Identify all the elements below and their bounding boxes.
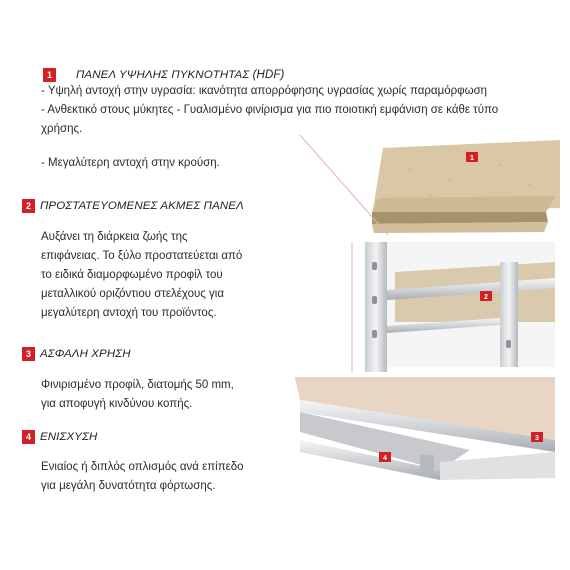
- feature-2-description: [41, 228, 301, 323]
- edge-closeup-image: [365, 242, 555, 372]
- callout-1-label: 1: [470, 155, 474, 162]
- callout-4-label: 4: [383, 455, 387, 462]
- feature-2-line: μεγαλύτερη αντοχή του προϊόντος.: [41, 307, 217, 319]
- feature-2-line: Αυξάνει τη διάρκεια ζωής της: [41, 231, 188, 243]
- feature-3-title: ΑΣΦΑΛΗ ΧΡΗΣΗ: [40, 348, 131, 360]
- feature-4-badge: 4: [22, 430, 35, 444]
- feature-1-line: - Υψηλή αντοχή στην υγρασία: ικανότητα απορρόφησης υγρασίας χωρίς παραμόρφωση: [41, 85, 488, 97]
- feature-1-title: ΠΑΝΕΛ ΥΨΗΛΗΣ ΠΥΚΝΟΤΗΤΑΣ (HDF): [76, 69, 285, 81]
- feature-2-line: το ειδικά διαμορφωμένο προφίλ του: [41, 269, 223, 281]
- feature-3-line: Φινιρισμένο προφίλ, διατομής 50 mm,: [41, 379, 234, 391]
- feature-2-title: ΠΡΟΣΤΑΤΕΥΟΜΕΝΕΣ ΑΚΜΕΣ ΠΑΝΕΛ: [40, 200, 244, 212]
- feature-1-line: - Ανθεκτικό στους μύκητες - Γυαλισμένο φινίρισμα για πιο ποιοτική εμφάνιση σε κάθε τύπο: [41, 104, 499, 116]
- callout-3-label: 3: [535, 435, 539, 442]
- feature-2-badge: 2: [22, 199, 35, 213]
- feature-4-title: ΕΝΙΣΧΥΣΗ: [40, 431, 98, 443]
- feature-1-description: [41, 82, 566, 173]
- feature-3-line: για αποφυγή κινδύνου κοπής.: [41, 398, 193, 410]
- feature-1-line: - Μεγαλύτερη αντοχή στην κρούση.: [41, 157, 220, 169]
- feature-3-description: [41, 376, 301, 414]
- feature-2-line: μεταλλικού οριζόντιου στελέχους για: [41, 288, 224, 300]
- beam-closeup-image: [295, 378, 555, 480]
- feature-1-line: χρήσης.: [41, 123, 83, 135]
- feature-1-badge: 1: [43, 68, 56, 82]
- feature-4-line: Ενιαίος ή διπλός οπλισμός ανά επίπεδο: [41, 461, 244, 473]
- feature-2-line: επιφάνειας. Το ξύλο προστατεύεται από: [41, 250, 243, 262]
- feature-4-description: [41, 458, 301, 496]
- feature-3-badge: 3: [22, 347, 35, 361]
- callout-2-label: 2: [484, 294, 488, 301]
- feature-4-line: για μεγάλη δυνατότητα φόρτωσης.: [41, 480, 216, 492]
